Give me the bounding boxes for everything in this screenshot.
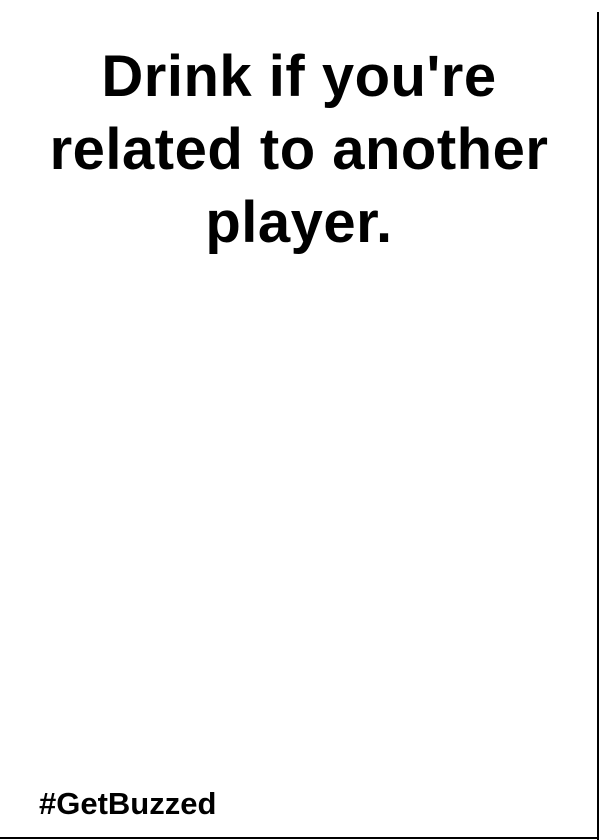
prompt-line-3: player.: [205, 190, 393, 255]
prompt-line-1: Drink if you're: [101, 44, 497, 109]
card-prompt: [0, 40, 598, 259]
brand-hashtag: #GetBuzzed: [39, 786, 217, 821]
prompt-line-2: related to another: [49, 117, 549, 182]
card-bottom-border: [0, 837, 599, 839]
